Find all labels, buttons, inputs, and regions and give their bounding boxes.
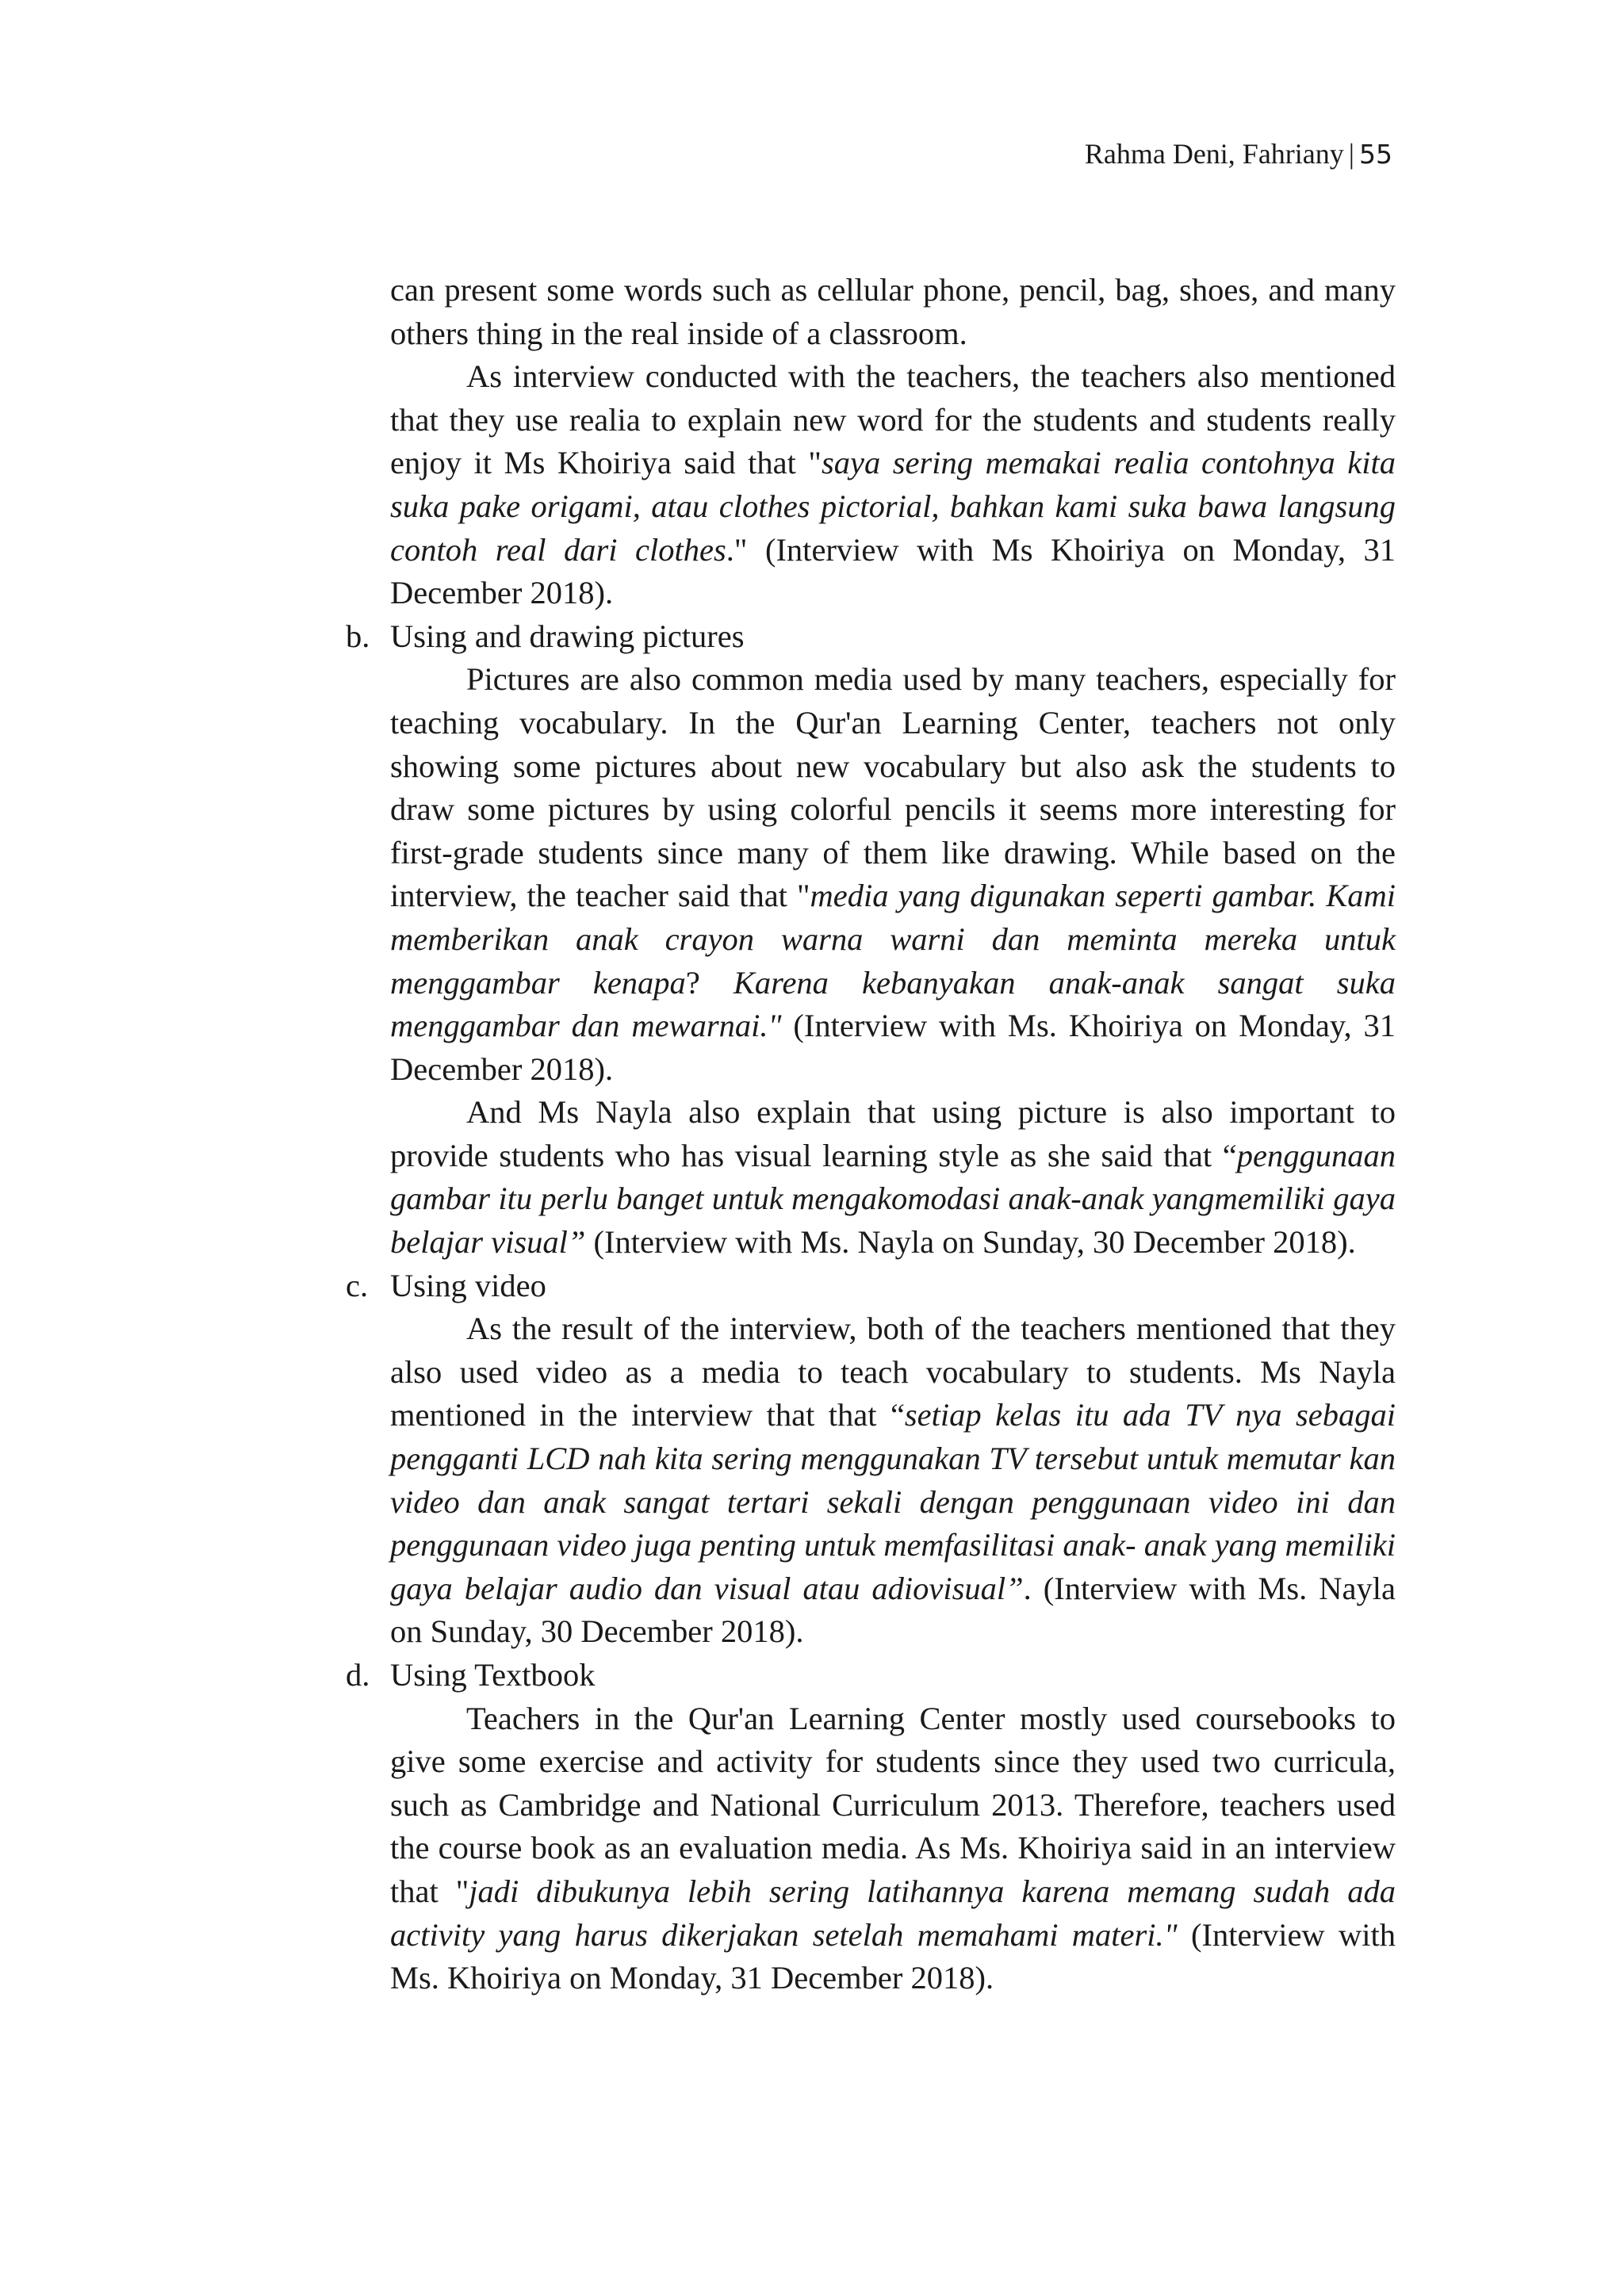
- citation-text: (Interview with Ms. Khoiriya on Monday, 31 December 2018).: [390, 1916, 1396, 1996]
- paragraph-text: And Ms Nayla also explain that using picture is also important to provide students who has visual learning style as she said that “: [390, 1094, 1396, 1173]
- body-text: [346, 269, 1396, 2000]
- quote-text: media yang digunakan seperti gambar. Kami memberikan anak crayon warna warni dan meminta mereka untuk menggambar kenapa: [390, 878, 1396, 1001]
- paragraph-text: As interview conducted with the teachers, the teachers also mentioned that they use realia to explain new word for the students and students really enjoy it Ms Khoiriya said that ": [390, 358, 1396, 481]
- quote-text: saya sering memakai realia contohnya kita suka pake origami, atau clothes pictorial, bahkan kami suka bawa langsung contoh real dari clothes: [390, 445, 1396, 568]
- quote-text: jadi dibukunya lebih sering latihannya karena memang sudah ada activity yang harus dikerjakan setelah memahami materi.": [390, 1873, 1396, 1953]
- quote-text: Karena kebanyakan anak-anak sangat suka menggambar dan mewarnai.": [390, 964, 1396, 1044]
- paragraph-pictures: [390, 658, 1396, 1091]
- list-item-b: [346, 615, 1396, 659]
- quote-punctuation: ?: [685, 964, 733, 1001]
- citation-text: . (Interview with Ms. Nayla on Sunday, 30 December 2018).: [390, 1570, 1396, 1650]
- paragraph-text: Teachers in the Qur'an Learning Center mostly used coursebooks to give some exercise and activity for students since they used two curricula, such as Cambridge and National Curriculum 2013. Therefore, teachers used the course book as an evaluation media. As Ms. Khoiriya said in an interview that ": [390, 1700, 1396, 1909]
- citation-text: (Interview with Ms. Khoiriya on Monday, 31 December 2018).: [390, 1008, 1396, 1087]
- header-authors: Rahma Deni, Fahriany: [1084, 138, 1344, 170]
- paragraph-video: [390, 1307, 1396, 1654]
- paragraph-text: Pictures are also common media used by many teachers, especially for teaching vocabulary. In the Qur'an Learning Center, teachers not only showing some pictures about new vocabulary but also ask the students to draw some pictures by using colorful pencils it seems more interesting for first-grade students since many of them like drawing. While based on the interview, the teacher said that ": [390, 661, 1396, 914]
- paragraph-text: As the result of the interview, both of the teachers mentioned that they also used video as a media to teach vocabulary to students. Ms Nayla mentioned in the interview that that “: [390, 1311, 1396, 1433]
- paragraph-realia-interview: [390, 355, 1396, 615]
- paragraph-continued: can present some words such as cellular phone, pencil, bag, shoes, and many others thing in the real inside of a classroom.: [390, 272, 1396, 351]
- quote-text: setiap kelas itu ada TV nya sebagai pengganti LCD nah kita sering menggunakan TV tersebut untuk memutar kan video dan anak sangat tertari sekali dengan penggunaan video ini dan penggunaan video juga penting untuk memfasilitasi anak- anak yang memiliki gaya belajar audio dan visual atau adiovisual”: [390, 1397, 1396, 1606]
- list-item-c: [346, 1265, 1396, 1308]
- list-marker-c: c.: [346, 1267, 369, 1303]
- list-title-c: Using video: [390, 1267, 546, 1303]
- list-marker-d: d.: [346, 1657, 370, 1693]
- quote-text: penggunaan gambar itu perlu banget untuk mengakomodasi anak-anak yangmemiliki gaya belajar visual”: [390, 1137, 1396, 1261]
- list-marker-b: b.: [346, 618, 370, 654]
- list-title-b: Using and drawing pictures: [390, 618, 745, 654]
- citation-text: (Interview with Ms. Nayla on Sunday, 30 December 2018).: [585, 1224, 1356, 1261]
- list-title-d: Using Textbook: [390, 1657, 596, 1693]
- page-number: 55: [1359, 139, 1392, 170]
- paragraph-visual-style: [390, 1091, 1396, 1264]
- list-item-d: [346, 1654, 1396, 1697]
- citation-text: ." (Interview with Ms Khoiriya on Monday, 31 December 2018).: [390, 531, 1396, 611]
- header-separator: |: [1348, 138, 1354, 170]
- running-header: [1085, 136, 1392, 172]
- paragraph-textbook: [390, 1697, 1396, 2000]
